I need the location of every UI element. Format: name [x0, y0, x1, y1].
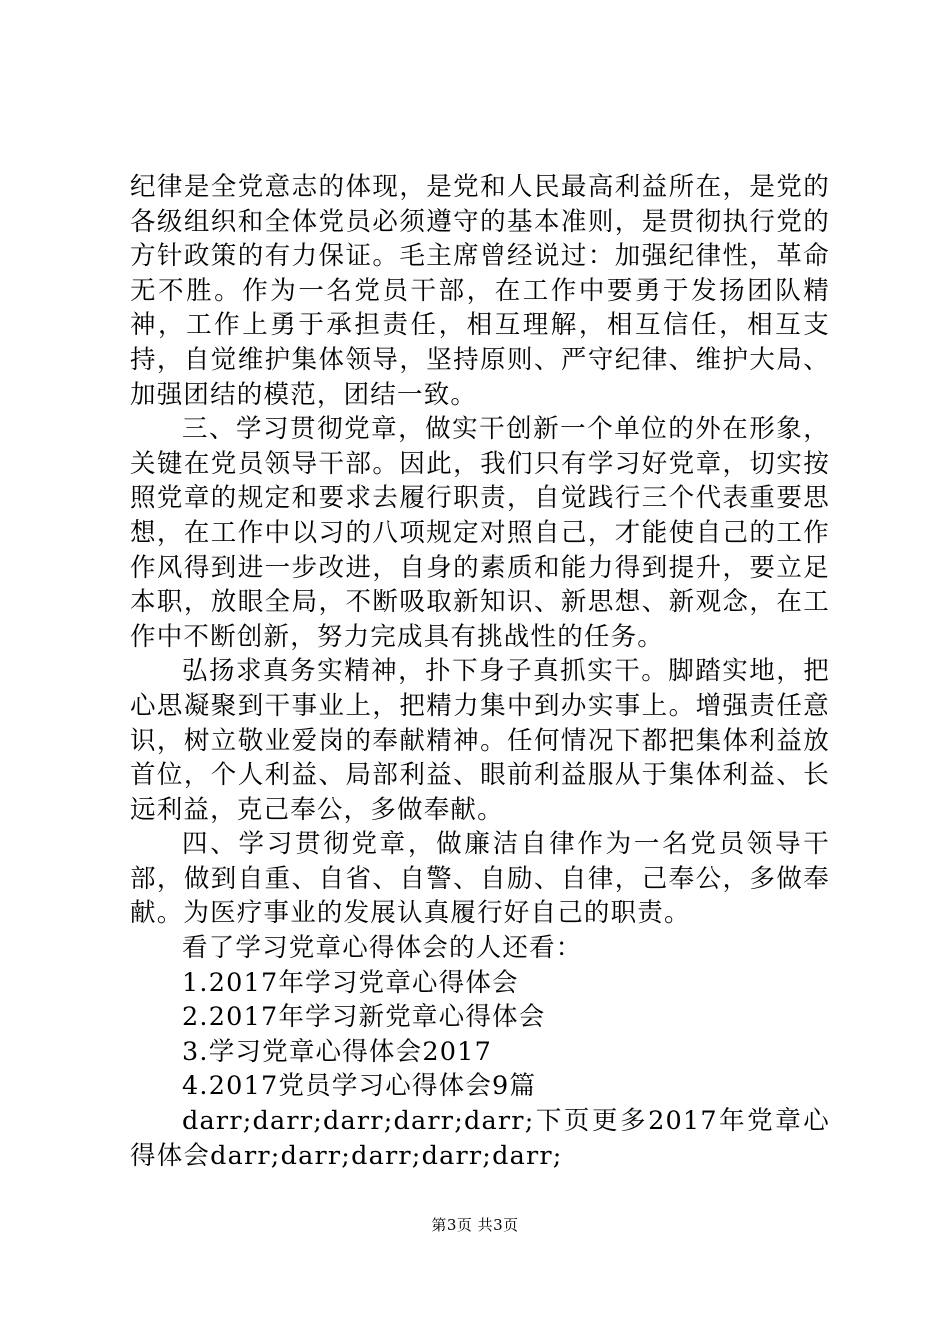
paragraph-section-three: 三、学习贯彻党章，做实干创新一个单位的外在形象，关键在党员领导干部。因此，我们只有学习好党章，切实按照党章的规定和要求去履行职责，自觉践行三个代表重要思想，在工作中以习的八项规定对照自己，才能使自己的工作作风得到进一步改进，自身的素质和能力得到提升，要立足本职，放眼全局，不断吸取新知识、新思想、新观念，在工作中不断创新，努力完成具有挑战性的任务。 — [130, 414, 830, 652]
related-reading-heading: 看了学习党章心得体会的人还看： — [182, 933, 583, 964]
related-link-1[interactable]: 1.2017年学习党章心得体会 — [182, 967, 519, 998]
related-link-3[interactable]: 3.学习党章心得体会2017 — [182, 1036, 493, 1067]
paragraph-pragmatic-spirit: 弘扬求真务实精神，扑下身子真抓实干。脚踏实地，把心思凝聚到干事业上，把精力集中到办实事上。增强责任意识，树立敬业爱岗的奉献精神。任何情况下都把集体利益放首位，个人利益、局部利益、眼前利益服从于集体利益、长远利益，克己奉公，多做奉献。 — [130, 656, 830, 825]
page-number-footer: 第3页 共3页 — [431, 1216, 519, 1234]
next-page-link[interactable]: darr;darr;darr;darr;darr;下页更多2017年党章心得体会darr;darr;darr;darr;darr; — [130, 1106, 830, 1171]
document-body — [130, 170, 830, 1173]
related-link-4[interactable]: 4.2017党员学习心得体会9篇 — [182, 1071, 537, 1102]
paragraph-discipline: 纪律是全党意志的体现，是党和人民最高利益所在，是党的各级组织和全体党员必须遵守的基本准则，是贯彻执行党的方针政策的有力保证。毛主席曾经说过：加强纪律性，革命无不胜。作为一名党员干部，在工作中要勇于发扬团队精神，工作上勇于承担责任，相互理解，相互信任，相互支持，自觉维护集体领导，坚持原则、严守纪律、维护大局、加强团结的模范，团结一致。 — [130, 172, 830, 410]
paragraph-section-four: 四、学习贯彻党章，做廉洁自律作为一名党员领导干部，做到自重、自省、自警、自励、自律，己奉公，多做奉献。为医疗事业的发展认真履行好自己的职责。 — [130, 829, 830, 929]
related-link-2[interactable]: 2.2017年学习新党章心得体会 — [182, 1002, 546, 1033]
